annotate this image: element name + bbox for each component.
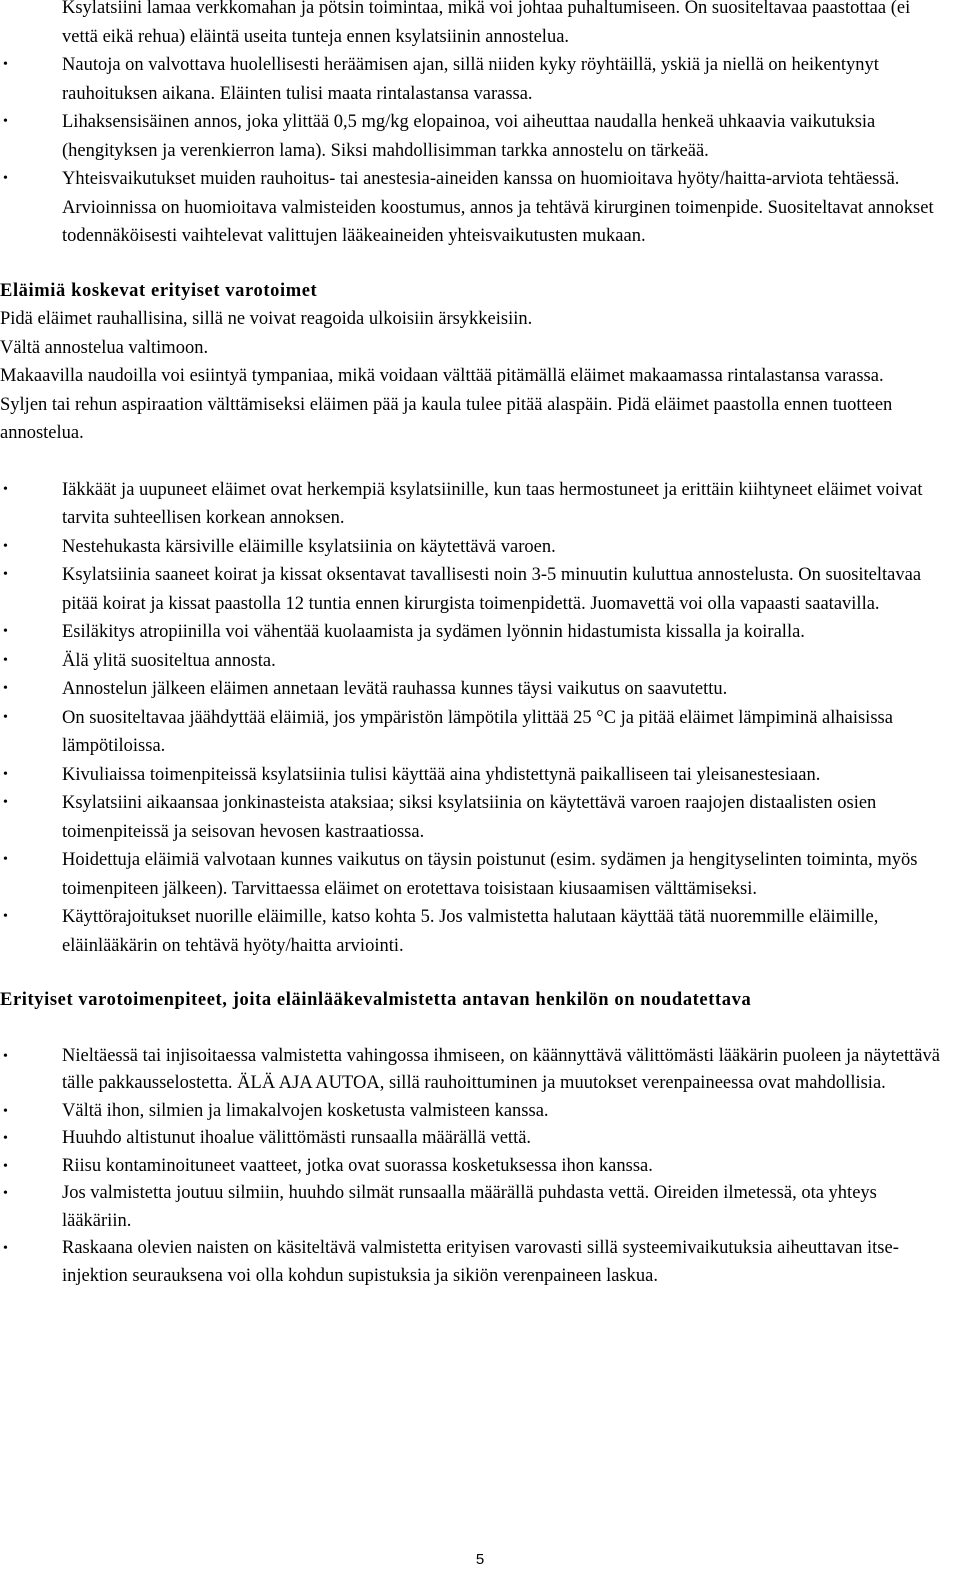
list-item: • Yhteisvaikutukset muiden rauhoitus- tai anestesia-aineiden kanssa on huomioitava hyöty/haitta-arviota tehtäessä. Arvioinnissa on huomioitava valmisteiden koostumus, annos ja tehtävä kirurginen toimenpide. Suositeltavat annokset todennäköisesti vaihtelevat valittujen lääkeaineiden yhteisvaikutusten mukaan. <box>0 165 958 251</box>
paragraph: Syljen tai rehun aspiraation välttämiseksi eläimen pää ja kaula tulee pitää alaspäin. Pidä eläimet paastolla ennen tuotteen annostelua. <box>0 394 893 443</box>
list-item: • Älä ylitä suositeltua annosta. <box>0 647 958 676</box>
list-item: • Vältä ihon, silmien ja limakalvojen kosketusta valmisteen kanssa. <box>0 1098 958 1126</box>
list-item: • Käyttörajoitukset nuorille eläimille, katso kohta 5. Jos valmistetta halutaan käyttää tätä nuoremmille eläimille, eläinlääkärin on tehtävä hyöty/haitta arviointi. <box>0 903 958 960</box>
list-item: • Raskaana olevien naisten on käsiteltävä valmistetta erityisen varovasti sillä systeemivaikutuksia aiheuttavan itse-injektion seurauksena voi olla kohdun supistuksia ja sikiön verenpaineen laskua. <box>0 1235 958 1290</box>
list-item: • Nestehukasta kärsiville eläimille ksylatsiinia on käytettävä varoen. <box>0 533 958 562</box>
animal-precautions-list <box>0 476 958 961</box>
list-item: • Iäkkäät ja uupuneet eläimet ovat herkempiä ksylatsiinille, kun taas hermostuneet ja erittäin kiihtyneet eläimet voivat tarvita suhteellisen korkean annoksen. <box>0 476 958 533</box>
user-precautions-list <box>0 1043 958 1291</box>
list-item: • Nautoja on valvottava huolellisesti heräämisen ajan, sillä niiden kyky röyhtäillä, yskiä ja niellä on heikentynyt rauhoituksen aikana. Eläinten tulisi maata rintalastansa varassa. <box>0 51 958 108</box>
list-item: • Annostelun jälkeen eläimen annetaan levätä rauhassa kunnes täysi vaikutus on saavutettu. <box>0 675 958 704</box>
list-item: • On suositeltavaa jäähdyttää eläimiä, jos ympäristön lämpötila ylittää 25 °C ja pitää eläimet lämpiminä alhaisissa lämpötiloissa. <box>0 704 958 761</box>
list-item: • Lihaksensisäinen annos, joka ylittää 0,5 mg/kg elopainoa, voi aiheuttaa naudalla henkeä uhkaavia vaikutuksia (hengityksen ja verenkierron lama). Siksi mahdollisimman tarkka annostelu on tärkeää. <box>0 108 958 165</box>
list-item: • Nieltäessä tai injisoitaessa valmistetta vahingossa ihmiseen, on käännyttävä välittömästi lääkärin puoleen ja näytettävä tälle pakkausselostetta. ÄLÄ AJA AUTOA, sillä rauhoittuminen ja muutokset verenpaineessa ovat mahdollisia. <box>0 1043 958 1098</box>
list-item: • Jos valmistetta joutuu silmiin, huuhdo silmät runsaalla määrällä puhdasta vettä. Oireiden ilmetessä, ota yhteys lääkäriin. <box>0 1180 958 1235</box>
paragraph: Makaavilla naudoilla voi esiintyä tympaniaa, mikä voidaan välttää pitämällä eläimet makaamassa rintalastansa varassa. <box>0 366 884 386</box>
page-number: 5 <box>475 1551 485 1568</box>
section-heading-user-precautions: Erityiset varotoimenpiteet, joita eläinlääkevalmistetta antavan henkilön on noudatettava <box>0 990 752 1010</box>
top-bullet-list <box>0 0 958 251</box>
list-item: • Huuhdo altistunut ihoalue välittömästi runsaalla määrällä vettä. <box>0 1125 958 1153</box>
list-item: • Kivuliaissa toimenpiteissä ksylatsiinia tulisi käyttää aina yhdistettynä paikalliseen tai yleisanestesiaan. <box>0 761 958 790</box>
paragraph: Vältä annostelua valtimoon. <box>0 337 209 358</box>
list-item: • Esiläkitys atropiinilla voi vähentää kuolaamista ja sydämen lyönnin hidastumista kissalla ja koiralla. <box>0 618 958 647</box>
list-item: • Hoidettuja eläimiä valvotaan kunnes vaikutus on täysin poistunut (esim. sydämen ja hengityselinten toiminta, myös toimenpiteen jälkeen). Tarvittaessa eläimet on erotettava toisistaan kiusaamisen välttämiseksi. <box>0 846 958 903</box>
list-item: • Riisu kontaminoituneet vaatteet, jotka ovat suorassa kosketuksessa ihon kanssa. <box>0 1153 958 1181</box>
paragraph: Pidä eläimet rauhallisina, sillä ne voivat reagoida ulkoisiin ärsykkeisiin. <box>0 309 533 329</box>
list-item: Ksylatsiini lamaa verkkomahan ja pötsin toimintaa, mikä voi johtaa puhaltumiseen. On suositeltavaa paastottaa (ei vettä eikä rehua) eläintä useita tunteja ennen ksylatsiinin annostelua. <box>62 0 911 47</box>
section-heading-animal-precautions: Eläimiä koskevat erityiset varotoimet <box>0 280 318 301</box>
list-item: • Ksylatsiinia saaneet koirat ja kissat oksentavat tavallisesti noin 3-5 minuutin kuluttua annostelusta. On suositeltavaa pitää koirat ja kissat paastolla 12 tuntia ennen kirurgista toimenpidettä. Juomavettä voi olla vapaasti saatavilla. <box>0 561 958 618</box>
list-item: • Ksylatsiini aikaansaa jonkinasteista ataksiaa; siksi ksylatsiinia on käytettävä varoen raajojen distaalisten osien toimenpiteissä ja seisovan hevosen kastraatiossa. <box>0 789 958 846</box>
